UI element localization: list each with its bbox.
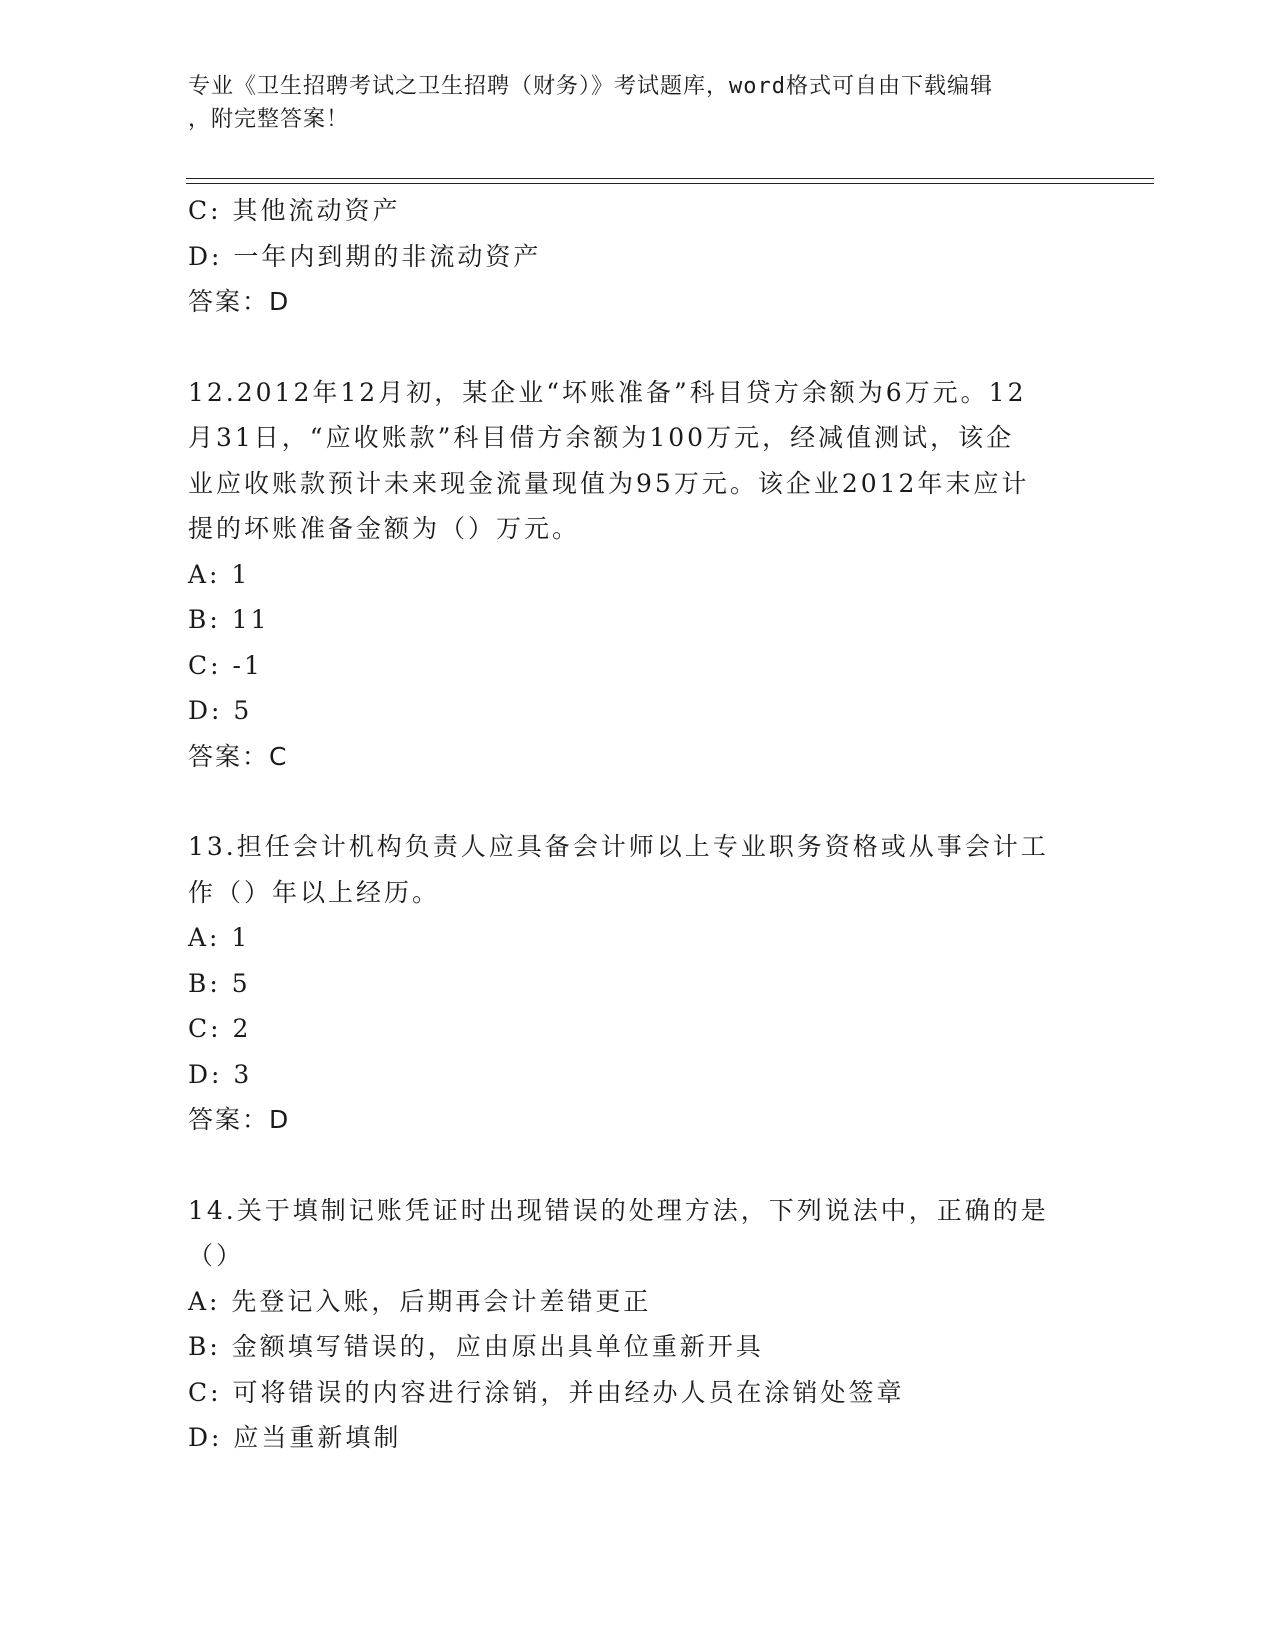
option-d: D: 一年内到期的非流动资产 — [188, 241, 542, 271]
question-spacer — [188, 1143, 1088, 1188]
option-d: D: 应当重新填制 — [188, 1423, 402, 1452]
question-stem-line: 12.2012年12月初，某企业“坏账准备”科目贷方余额为6万元。12 — [188, 377, 1027, 407]
option-b: B: 11 — [188, 605, 270, 634]
question-13 — [188, 824, 1088, 1143]
answer-line: 答案：D — [188, 287, 291, 316]
question-stem-line: （） — [188, 1241, 245, 1270]
option-c: C: 可将错误的内容进行涂销，并由经办人员在涂销处签章 — [188, 1377, 905, 1407]
option-c: C: 其他流动资产 — [188, 196, 401, 225]
question-stem-line: 13.担任会计机构负责人应具备会计师以上专业职务资格或从事会计工 — [188, 832, 1049, 861]
option-a: A: 1 — [188, 923, 251, 952]
option-c: C: 2 — [188, 1014, 252, 1043]
header-double-rule — [186, 178, 1154, 184]
question-14 — [188, 1188, 1088, 1461]
question-12 — [188, 370, 1088, 780]
answer-line: 答案：D — [188, 1105, 291, 1134]
question-spacer — [188, 325, 1088, 370]
question-11-tail — [188, 188, 1088, 325]
option-c: C: -1 — [188, 650, 263, 680]
answer-line: 答案：C — [188, 741, 289, 771]
header-line-1: 专业《卫生招聘考试之卫生招聘（财务）》考试题库，word格式可自由下载编辑 — [188, 74, 993, 99]
option-b: B: 5 — [188, 968, 251, 998]
option-b: B: 金额填写错误的，应由原出具单位重新开具 — [188, 1332, 764, 1361]
question-stem-line: 14.关于填制记账凭证时出现错误的处理方法，下列说法中，正确的是 — [188, 1195, 1049, 1225]
option-d: D: 3 — [188, 1059, 253, 1089]
option-d: D: 5 — [188, 696, 253, 725]
question-stem-line: 作（）年以上经历。 — [188, 877, 441, 907]
document-header — [188, 70, 1088, 136]
option-a: A: 先登记入账，后期再会计差错更正 — [188, 1286, 652, 1316]
question-stem-line: 提的坏账准备金额为（）万元。 — [188, 514, 581, 543]
question-stem-line: 业应收账款预计未来现金流量现值为95万元。该企业2012年末应计 — [188, 468, 1030, 498]
document-body — [188, 188, 1088, 1461]
question-spacer — [188, 779, 1088, 824]
question-stem-line: 月31日，“应收账款”科目借方余额为100万元，经减值测试，该企 — [188, 423, 1015, 452]
option-a: A: 1 — [188, 559, 251, 589]
header-line-2: ，附完整答案！ — [188, 107, 350, 132]
